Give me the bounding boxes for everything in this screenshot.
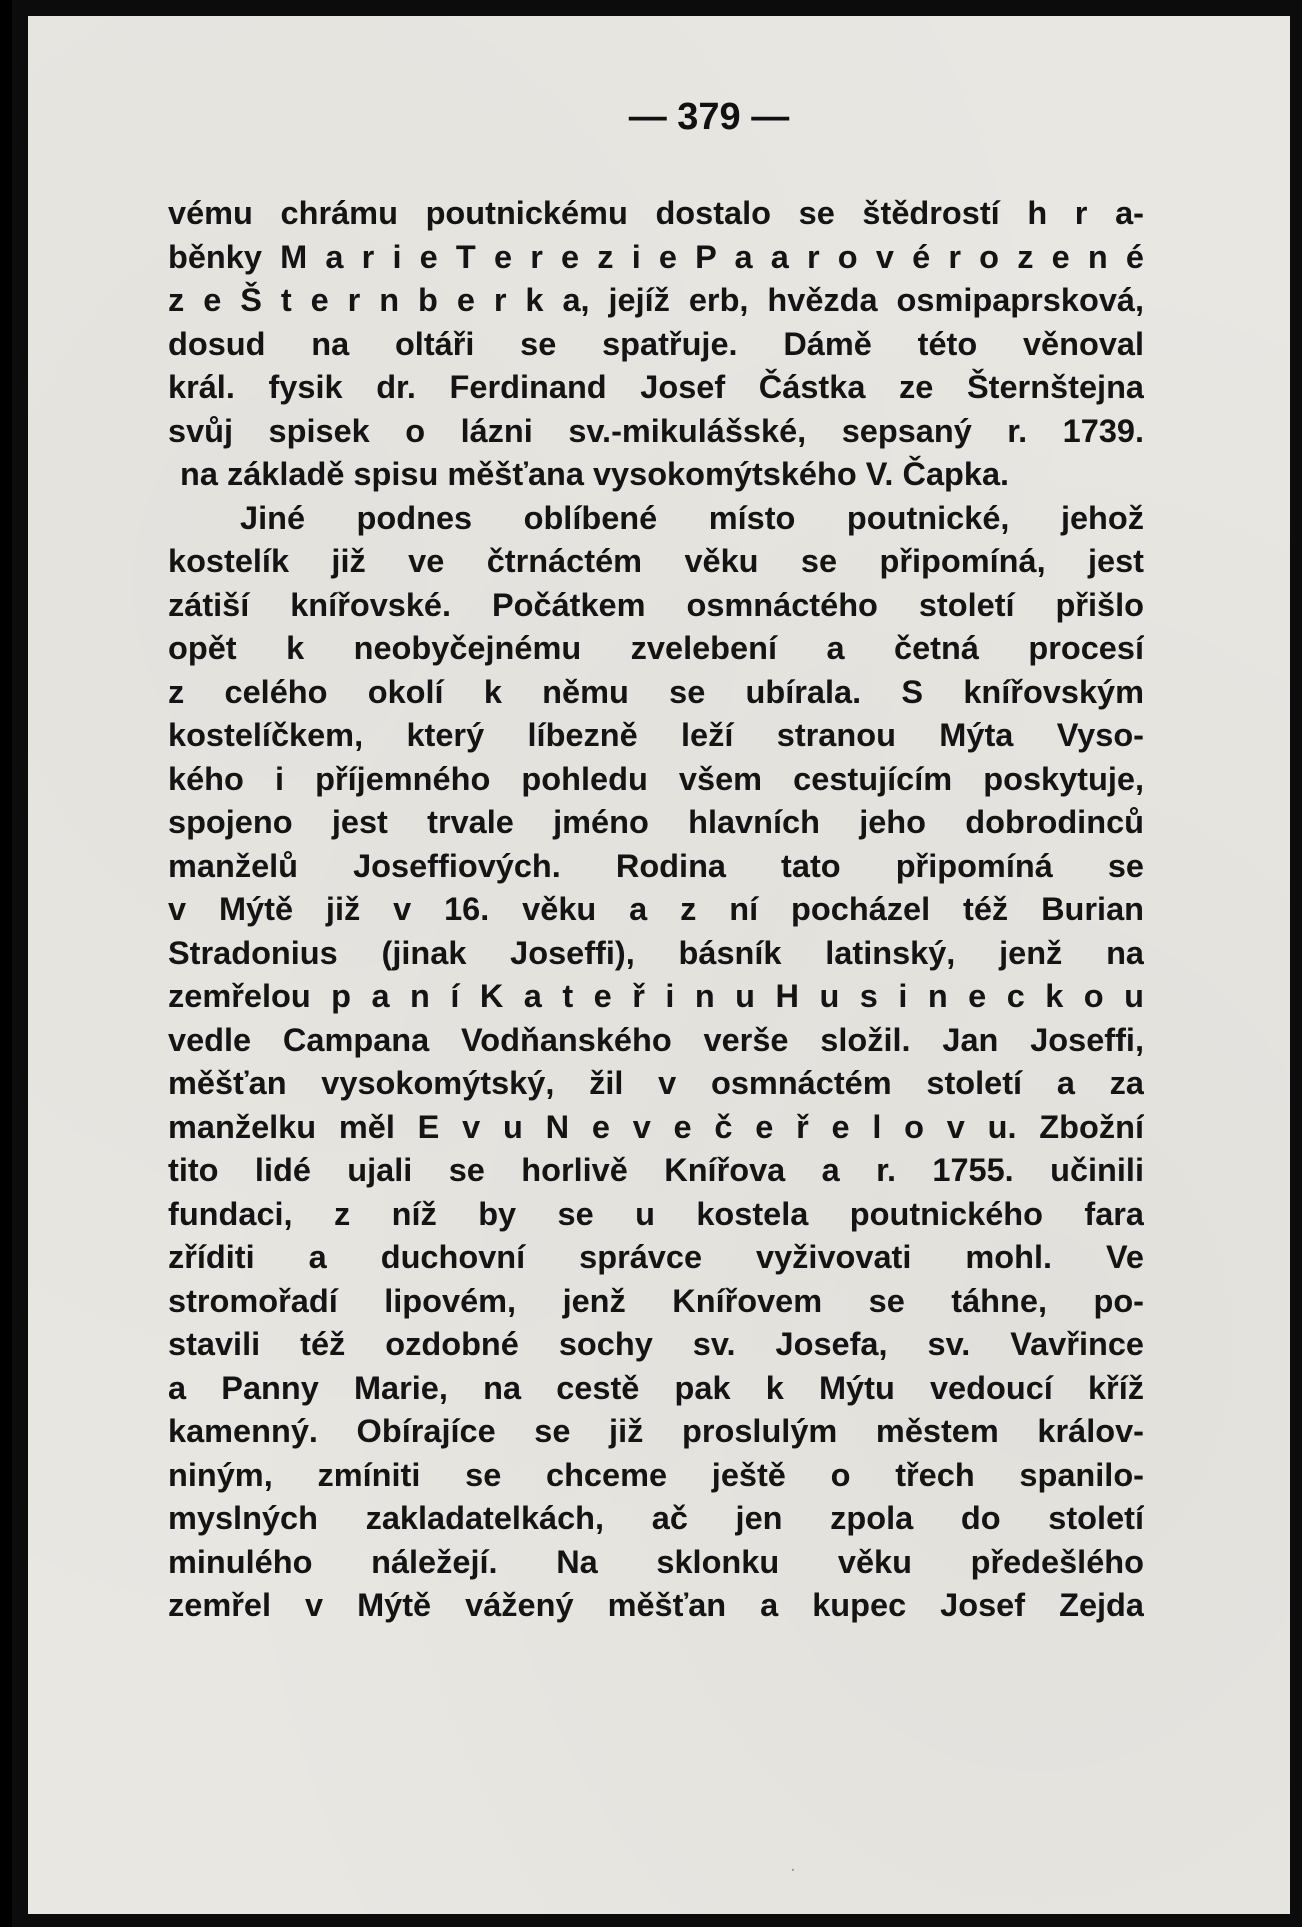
text-line: myslných zakladatelkách, ač jen zpola do století <box>168 1500 1144 1536</box>
text-line: kostelíčkem, který líbezně leží stranou Mýta Vyso- <box>168 717 1144 753</box>
text-line: kého i příjemného pohledu všem cestujícím poskytuje, <box>168 760 1144 797</box>
text-line: manželku měl E v u N e v e č e ř e l o v u. Zbožní <box>168 1108 1144 1145</box>
binding-edge <box>0 0 12 1927</box>
text-line: na základě spisu měšťana vysokomýtského V. Čapka. <box>180 456 1010 492</box>
text-line: a Panny Marie, na cestě pak k Mýtu vedoucí kříž <box>168 1369 1144 1406</box>
page-number: — 379 — <box>628 96 790 138</box>
text-line: tito lidé ujali se horlivě Knířova a r. 1755. učinili <box>168 1152 1144 1188</box>
book-page <box>28 16 1290 1914</box>
text-line: opět k neobyčejnému zvelebení a četná procesí <box>168 630 1144 666</box>
text-line: kamenný. Obírajíce se již proslulým městem králov- <box>168 1413 1144 1449</box>
text-line: stavili též ozdobné sochy sv. Josefa, sv. Vavřince <box>168 1326 1144 1362</box>
text-line: kostelík již ve čtrnáctém věku se připomíná, jest <box>168 543 1144 579</box>
text-line: z celého okolí k němu se ubírala. S knířovským <box>168 673 1144 710</box>
body-text <box>168 192 1144 1628</box>
text-line: zemřelou p a n í K a t e ř i n u H u s i n e c k o u <box>168 978 1144 1014</box>
text-line: Stradonius (jinak Joseffi), básník latinský, jenž na <box>168 934 1144 971</box>
text-line: král. fysik dr. Ferdinand Josef Částka ze Šternštejna <box>168 369 1144 405</box>
text-line: stromořadí lipovém, jenž Knířovem se táhne, po- <box>168 1282 1144 1319</box>
paragraph-first-line: Jiné podnes oblíbené místo poutnické, jehož <box>240 499 1144 536</box>
paper-speck: · <box>790 1860 796 1881</box>
text-line: běnky M a r i e T e r e z i e P a a r o v é r o z e n é <box>168 238 1144 275</box>
text-line: zátiší knířovské. Počátkem osmnáctého století přišlo <box>168 586 1144 623</box>
text-line: zemřel v Mýtě vážený měšťan a kupec Josef Zejda <box>168 1587 1144 1623</box>
text-line: spojeno jest trvale jméno hlavních jeho dobrodinců <box>168 804 1144 840</box>
text-line: svůj spisek o lázni sv.-mikulášské, sepsaný r. 1739. <box>168 412 1144 449</box>
text-line: fundaci, z níž by se u kostela poutnického fara <box>168 1195 1144 1232</box>
text-line: niným, zmíniti se chceme ještě o třech spanilo- <box>168 1456 1144 1493</box>
text-line: z e Š t e r n b e r k a, jejíž erb, hvězda osmipaprsková, <box>168 282 1144 318</box>
text-line: minulého náležejí. Na sklonku věku předešlého <box>168 1543 1144 1580</box>
text-line: v Mýtě již v 16. věku a z ní pocházel též Burian <box>168 891 1144 927</box>
text-line: vedle Campana Vodňanského verše složil. Jan Joseffi, <box>168 1021 1144 1058</box>
text-line: vému chrámu poutnickému dostalo se štědrostí h r a- <box>168 195 1144 231</box>
text-line: manželů Joseffiových. Rodina tato připomíná se <box>168 847 1144 884</box>
text-line: zříditi a duchovní správce vyživovati mohl. Ve <box>168 1239 1144 1275</box>
text-line: měšťan vysokomýtský, žil v osmnáctém století a za <box>168 1065 1144 1101</box>
text-line: dosud na oltáři se spatřuje. Dámě této věnoval <box>168 325 1144 362</box>
